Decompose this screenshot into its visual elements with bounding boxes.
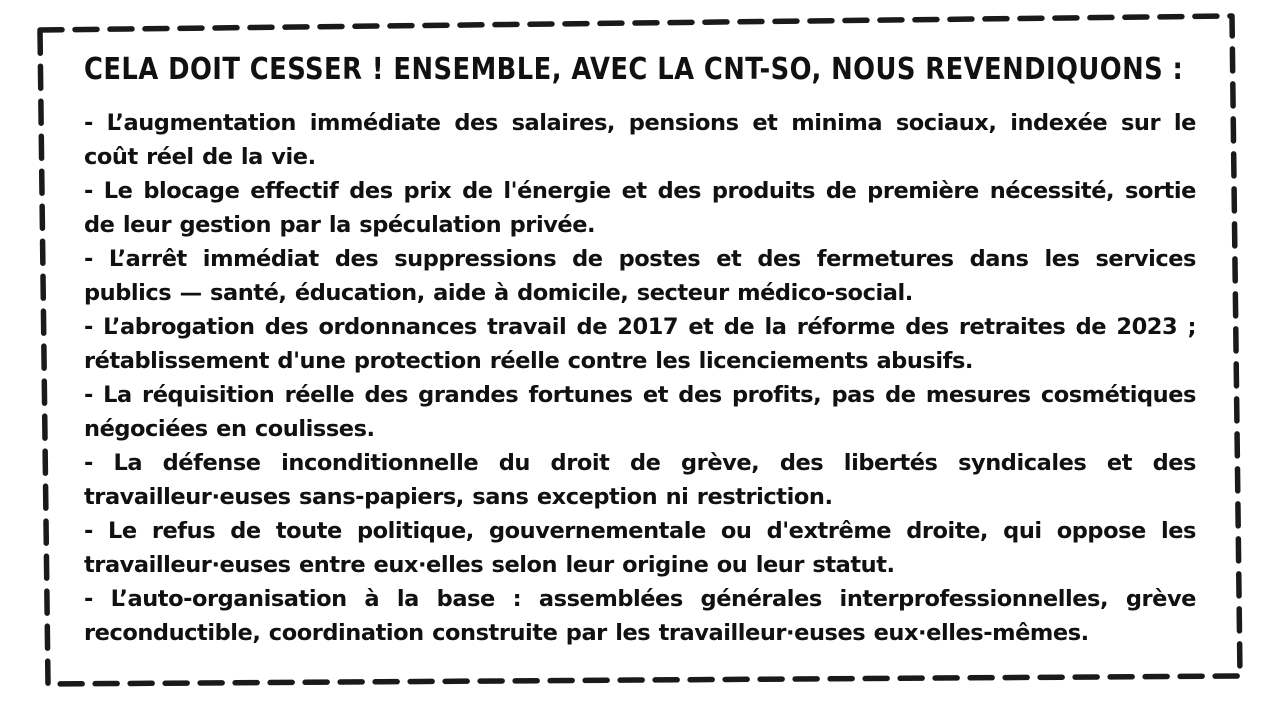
demand-item-public-services: - L’arrêt immédiat des suppressions de postes et des fermetures dans les services publics — santé, éducation, aide à domicile, secteur médico-social. xyxy=(84,246,1196,306)
demand-item-self-organisation: - L’auto-organisation à la base : assemblées générales interprofessionnelles, grève reconductible, coordination construite par les travailleur·euses eux·elles-mêmes. xyxy=(84,586,1196,646)
page-title: CELA DOIT CESSER ! ENSEMBLE, AVEC LA CNT-SO, NOUS REVENDIQUONS : xyxy=(84,52,1184,87)
demand-item-prices: - Le blocage effectif des prix de l'énergie et des produits de première nécessité, sortie de leur gestion par la spéculation privée. xyxy=(84,178,1196,238)
demand-item-anti-division: - Le refus de toute politique, gouvernementale ou d'extrême droite, qui oppose les travailleur·euses entre eux·elles selon leur origine ou leur statut. xyxy=(84,518,1196,578)
demands-list xyxy=(84,106,1196,650)
demand-item-wages: - L’augmentation immédiate des salaires, pensions et minima sociaux, indexée sur le coût réel de la vie. xyxy=(84,110,1196,170)
demand-item-abrogation: - L’abrogation des ordonnances travail de 2017 et de la réforme des retraites de 2023 ; rétablissement d'une protection réelle contre les licenciements abusifs. xyxy=(84,314,1196,374)
demand-item-requisition: - La réquisition réelle des grandes fortunes et des profits, pas de mesures cosmétiques négociées en coulisses. xyxy=(84,382,1196,442)
demand-item-strike-rights: - La défense inconditionnelle du droit de grève, des libertés syndicales et des travailleur·euses sans-papiers, sans exception ni restriction. xyxy=(84,450,1196,510)
demands-panel xyxy=(84,44,1196,650)
